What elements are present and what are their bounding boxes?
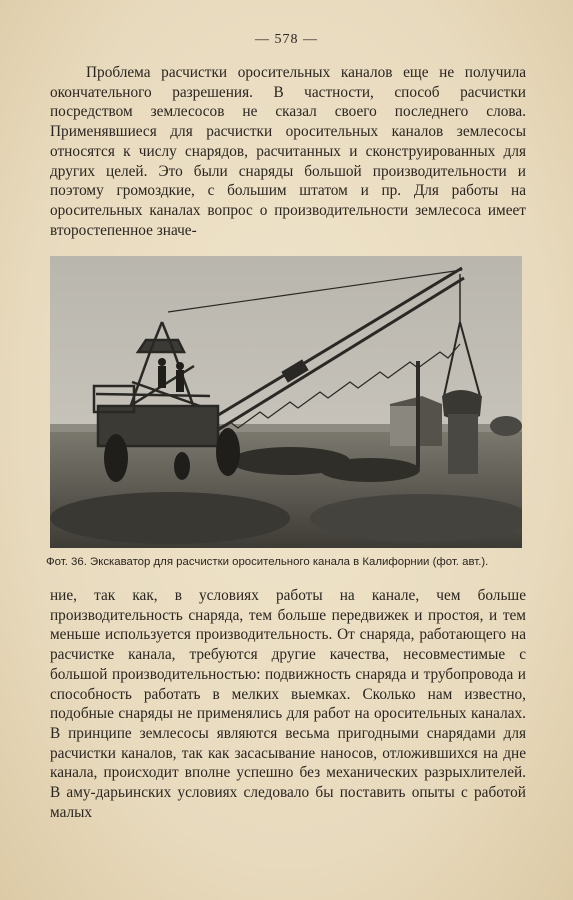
figure-caption: Фот. 36. Экскаватор для расчистки оросительного канала в Калифорнии (фот. авт.). [46, 556, 489, 568]
page-number: — 578 — [255, 32, 318, 47]
paragraph-bottom: ние, так как, в условиях работы на канале, чем больше производительность снаряда, тем больше передвижек и простоя, и тем меньше используется производительность. От снаряда, работающего на расчистке канала, требуются другие качества, несовместимые с большой производительностью: подвижность снаряда и трубопровода и способность работать в мелких выемках. Сколько нам известно, подобные снаряды не применялись для работ на оросительных каналах. В принципе землесосы являются весьма пригодными снарядами для расчистки каналов, так как засасывание наносов, отложившихся на дне канала, происходит вполне успешно без механических разрыхлителей. В аму-дарьинских условиях следовало бы поставить опыты с работой малых [50, 587, 526, 821]
paragraph-top: Проблема расчистки оросительных каналов еще не получила окончательного разрешения. В частности, способ расчистки посредством землесосов не сказал своего последнего слова. Применявшиеся для расчистки оросительных каналов землесосы относятся к числу снарядов, расчитанных и сконструированных для других целей. Это были снаряды большой производительности и поэтому громоздкие, с большим штатом и пр. Для работы на оросительных каналах вопрос о производительности землесоса имеет второстепенное значе- [50, 64, 526, 239]
excavator-photo-drawing [50, 256, 522, 548]
excavator-photo [50, 256, 522, 548]
pole [416, 361, 420, 468]
